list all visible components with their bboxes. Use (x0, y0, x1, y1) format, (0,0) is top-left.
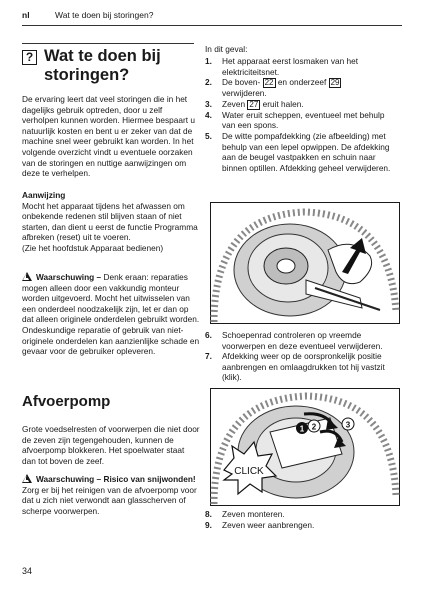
afvoerpomp-body-block (22, 424, 200, 466)
note-heading: Aanwijzing (22, 190, 66, 200)
warning-title: Waarschuwing – (36, 272, 102, 282)
step-item: 8. Zeven monteren. (205, 509, 285, 519)
step-item: 3. Zeven 27 eruit halen. (205, 98, 304, 109)
steps-list-top (205, 56, 400, 173)
step-item: 9. Zeven weer aanbrengen. (205, 519, 315, 530)
step-item: 1. Het apparaat eerst losmaken van het elektriciteitsnet. (205, 56, 359, 77)
note-reference: (Zie het hoofdstuk Apparaat bedienen) (22, 242, 164, 253)
step-item: 4. Water eruit scheppen, eventueel met behulp van een spons. (205, 109, 385, 131)
section-title: Wat te doen bij storingen? (44, 47, 161, 84)
warning-body: reparaties mogen alleen door een vakkundig monteur worden uitgevoerd. Mocht het uitwisselen van een onderdeel noodzakelijk zijn, let er dan op dat alleen originele onderdelen gebruikt worden. Ondeskundige reparatie of gebruik van niet-originele onderdelen kan aanzienlijke schade en gevaar voor de gebruiker opleveren. (22, 272, 200, 357)
part-ref-box: 22 (264, 78, 274, 88)
header-language: nl (22, 10, 30, 20)
page-number: 34 (22, 566, 33, 576)
step-item: 2. De boven- 22 en onderzeef 29 verwijderen. (205, 77, 340, 99)
steps-list-mid (205, 330, 400, 383)
arrow-1-label: 1 (299, 424, 305, 434)
part-ref-box: 27 (249, 99, 259, 109)
step-item: 7. Afdekking weer op de oorspronkelijk positie aanbrengen en omlaagdrukken tot hij vastzit (klik). (205, 351, 385, 383)
afvoerpomp-body: Grote voedselresten of voorwerpen die niet door de zeven zijn tegengehouden, kunnen de afvoerpomp blokkeren. Het spoelwater staat dan tot boven de zeef. (22, 424, 200, 466)
warning-block (22, 272, 200, 357)
header-divider (22, 25, 402, 26)
part-ref-box: 29 (330, 78, 340, 88)
afvoerpomp-heading: Afvoerpomp (22, 393, 111, 410)
arrow-3-label: 3 (345, 420, 351, 430)
right-intro: In dit geval: (205, 44, 248, 54)
pump-cover-remount-figure (210, 388, 400, 506)
click-label: CLICK (234, 466, 264, 477)
step-item: 5. De witte pompafdekking (zie afbeelding) met behulp van een lepel opwippen. De afdekking aan de beugel vastpakken en schuin naar binnen optillen. Afdekking geheel verwijderen. (205, 130, 391, 173)
note-body: Mocht het apparaat tijdens het afwassen om onbekende redenen stil blijven staan of niet starten, dan dient u eerst de functie Programma afbreken (reset) uit te voeren. (22, 200, 198, 243)
note-block (22, 190, 200, 254)
section-divider (22, 43, 194, 44)
afvoerpomp-warning-body: Zorg er bij het reinigen van de afvoerpomp voor dat u zich niet verwondt aan glasscherven of scherpe voorwerpen. (22, 484, 197, 516)
warning-lead: Denk eraan: (103, 272, 149, 282)
steps-list-bottom (205, 509, 400, 530)
warning-icon (22, 272, 32, 281)
arrow-2-label: 2 (311, 422, 317, 432)
intro-text: De ervaring leert dat veel storingen die in het dagelijks gebruik optreden, door u zelf verholpen kunnen worden. Hiermee bespaart u natuurlijk kosten en bent u er zeker van dat de machine snel weer gebruikt kan worden. In het volgende overzicht vindt u eventuele oorzaken van de storingen en nuttige aanwijzingen om deze te verhelpen. (22, 94, 195, 179)
header-title: Wat te doen bij storingen? (55, 10, 154, 20)
pump-cover-figure (210, 202, 400, 324)
warning-icon (22, 474, 32, 483)
intro-paragraph (22, 94, 198, 179)
afvoerpomp-warning-block (22, 474, 200, 516)
question-icon: ? (22, 50, 37, 65)
afvoerpomp-warning-title: Waarschuwing – Risico van snijwonden! (36, 474, 196, 484)
step-item: 6. Schoepenrad controleren op vreemde voorwerpen en deze eventueel verwijderen. (205, 330, 383, 351)
